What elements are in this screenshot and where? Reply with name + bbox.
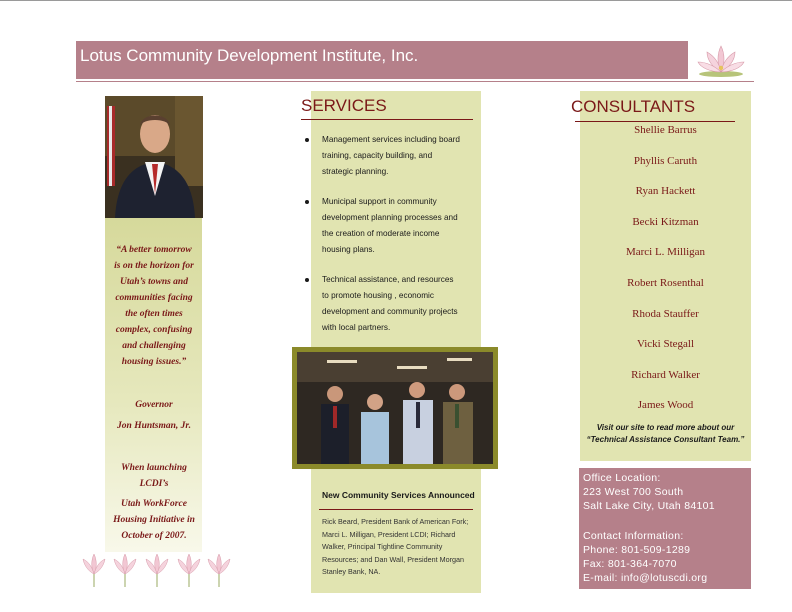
service-line: with local partners. xyxy=(322,323,391,332)
contact-phone: Phone: 801-509-1289 xyxy=(583,544,691,556)
service-line: development and community projects xyxy=(322,307,458,316)
initiative-text xyxy=(108,496,200,544)
launch-line: When launching xyxy=(121,463,187,473)
lotus-flower-icon xyxy=(143,550,171,588)
service-line: Technical assistance, and resources xyxy=(322,275,454,284)
quote-line: the often times xyxy=(125,309,183,319)
consultant-name: Rhoda Stauffer xyxy=(632,308,699,320)
organization-title: Lotus Community Development Institute, Inc. xyxy=(80,46,419,65)
service-line: development planning processes and xyxy=(322,213,458,222)
service-line: training, capacity building, and xyxy=(322,151,433,160)
governor-name: Jon Huntsman, Jr. xyxy=(117,421,191,431)
service-line: housing plans. xyxy=(322,245,375,254)
lotus-logo-icon xyxy=(695,42,747,80)
caption-line: Walker, Principal Tightline Community xyxy=(322,542,443,551)
group-photo-image xyxy=(297,352,493,464)
bullet-icon xyxy=(305,200,309,204)
office-city: Salt Lake City, Utah 84101 xyxy=(583,500,715,512)
services-underline xyxy=(301,119,473,120)
launch-text xyxy=(108,460,200,492)
service-line: Municipal support in community xyxy=(322,197,437,206)
quote-line: is on the horizon for xyxy=(114,261,194,271)
caption-line: Marci L. Milligan, President LCDI; Richard xyxy=(322,529,456,539)
header-underline xyxy=(76,81,754,82)
initiative-line: Housing Initiative in xyxy=(113,515,195,525)
top-rule xyxy=(0,0,792,1)
consultants-heading: CONSULTANTS xyxy=(571,97,696,116)
bullet-icon xyxy=(305,138,309,142)
visit-line: Visit our site to read more about our xyxy=(596,423,735,432)
news-underline xyxy=(319,509,473,510)
visit-note xyxy=(582,422,749,446)
service-line: Management services including board xyxy=(322,135,460,144)
consultant-name: Robert Rosenthal xyxy=(627,277,704,289)
caption-line: Resources; and Dan Wall, President Morgan xyxy=(322,554,464,564)
consultant-name: Marci L. Milligan xyxy=(625,246,706,258)
service-item xyxy=(302,194,480,258)
service-item xyxy=(302,272,480,336)
caption-line: Rick Beard, President Bank of American Fork; xyxy=(322,517,469,526)
caption-line: Stanley Bank, NA. xyxy=(322,567,381,576)
governor-quote xyxy=(108,242,200,370)
service-item xyxy=(302,132,480,180)
initiative-line: Utah WorkForce xyxy=(121,499,187,509)
contact-email-link[interactable]: E-mail: info@lotuscdi.org xyxy=(583,572,708,584)
quote-line: “A better tomorrow xyxy=(116,245,192,255)
service-line: the creation of moderate income xyxy=(322,229,440,238)
lotus-flower-icon xyxy=(111,550,139,588)
contact-label: Contact Information: xyxy=(583,530,684,542)
service-line: strategic planning. xyxy=(322,167,389,176)
visit-line: “Technical Assistance Consultant Team.” xyxy=(586,435,745,444)
consultants-underline xyxy=(575,121,735,122)
quote-line: complex, confusing xyxy=(115,325,193,335)
governor-portrait-image xyxy=(105,96,203,218)
service-line: to promote housing , economic xyxy=(322,291,434,300)
lotus-flower-icon xyxy=(205,550,233,588)
launch-line: LCDI’s xyxy=(139,479,169,489)
initiative-line: October of 2007. xyxy=(121,531,187,541)
governor-label: Governor xyxy=(135,400,173,410)
news-caption xyxy=(322,516,476,579)
office-location-label: Office Location: xyxy=(583,472,661,484)
consultant-name: Ryan Hackett xyxy=(635,185,696,197)
consultant-name: Becki Kitzman xyxy=(632,216,699,228)
consultant-name: Richard Walker xyxy=(631,369,700,381)
consultant-name: Vicki Stegall xyxy=(636,338,695,350)
services-heading: SERVICES xyxy=(301,96,387,115)
quote-line: and challenging xyxy=(122,341,186,351)
consultant-name: Shellie Barrus xyxy=(634,124,697,136)
bullet-icon xyxy=(305,278,309,282)
lotus-flower-icon xyxy=(175,550,203,588)
news-title: New Community Services Announced xyxy=(322,490,475,500)
office-street: 223 West 700 South xyxy=(583,486,684,498)
contact-fax: Fax: 801-364-7070 xyxy=(583,558,677,570)
consultant-name: James Wood xyxy=(637,399,694,411)
services-list xyxy=(302,132,480,350)
quote-line: housing issues.” xyxy=(121,357,187,367)
quote-line: Utah’s towns and xyxy=(120,277,188,287)
consultant-name: Phyllis Caruth xyxy=(633,155,698,167)
quote-line: communities facing xyxy=(115,293,193,303)
lotus-flower-icon xyxy=(80,550,108,588)
